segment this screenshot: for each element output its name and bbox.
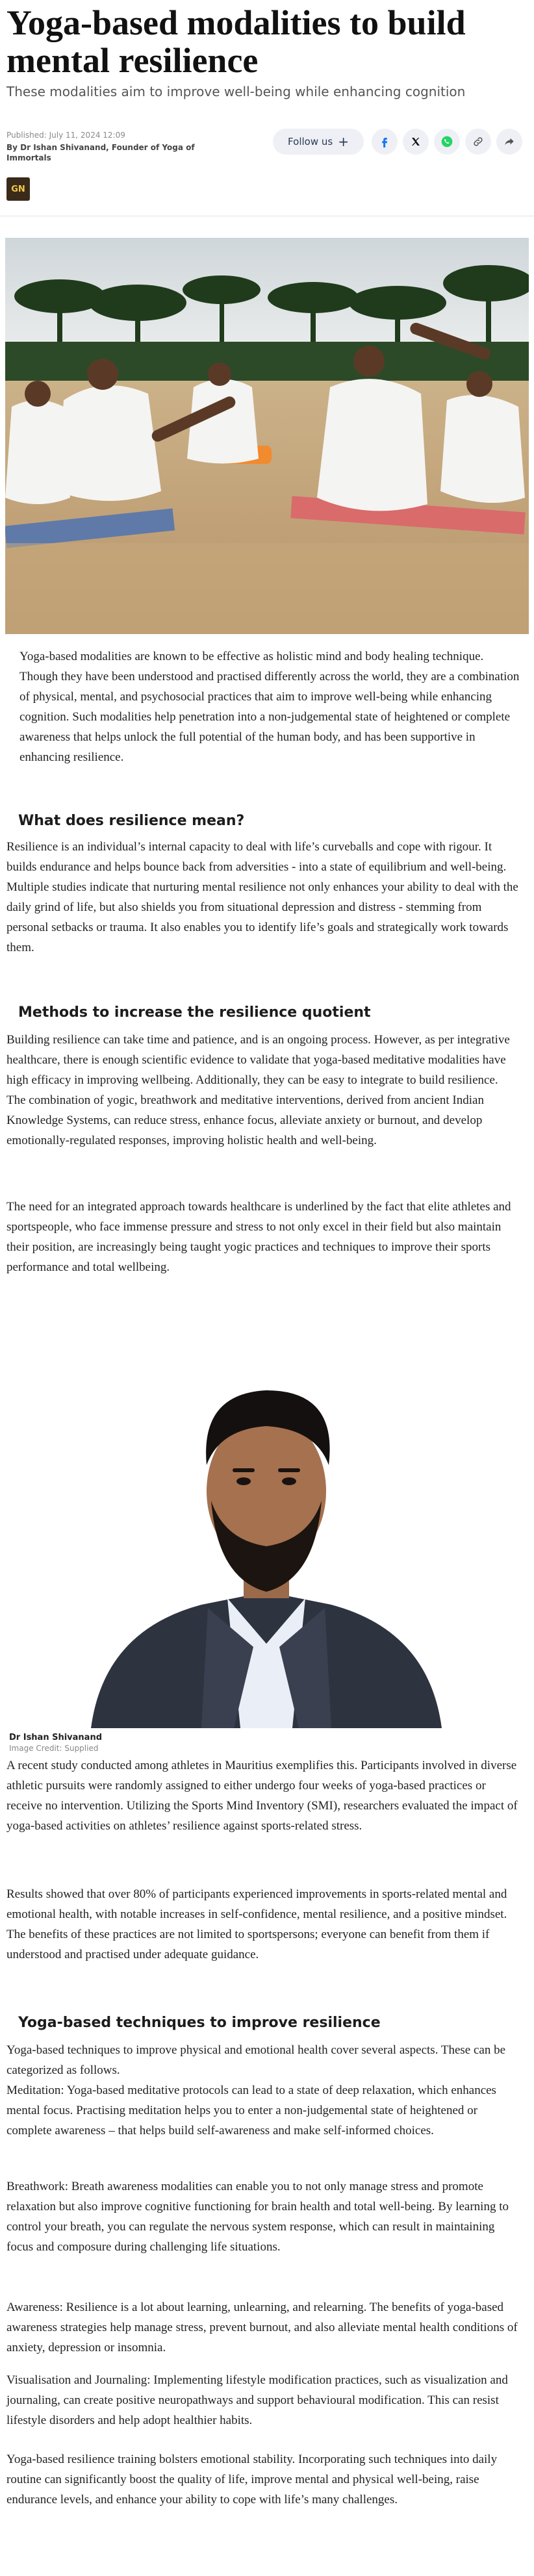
- study-text-1: A recent study conducted among athletes in Mauritius exemplifies this. Participants involved in diverse athletic pursuits were randomly assigned to either undergo four weeks of yoga-based practices or receive no intervention. Utilizing the Sports Mind Inventory (SMI), researchers evaluated the impact of yoga-based activities on athletes’ resilience against sports-related stress.: [6, 1759, 518, 1833]
- meditation-text: Meditation: Yoga-based meditative protocols can lead to a state of deep relaxation, which enhances mental focus. Practising meditation helps you to enter a non-judgemental state of heightened or complete awareness – that helps build self-awareness and make self-informed choices.: [6, 2084, 496, 2137]
- study-text-2: Results showed that over 80% of participants experienced improvements in sports-related mental and emotional health, with notable increases in self-confidence, mental resilience, and a positive mindset. The benefits of these practices are not limited to sportspersons; everyone can benefit from them if understood and practised under adequate guidance.: [6, 1887, 507, 1961]
- plus-icon: +: [338, 134, 349, 149]
- techniques-intro-text: Yoga-based techniques to improve physical and emotional health cover several aspects. These can be categorized as follows.: [6, 2043, 506, 2077]
- follow-us-button[interactable]: [273, 129, 364, 155]
- author-portrait-image: [52, 1351, 481, 1728]
- x-icon: [411, 136, 421, 147]
- whatsapp-icon: [440, 135, 453, 148]
- study-paragraph-1: [6, 1755, 520, 1836]
- article-title: Yoga-based modalities to build mental resilience: [6, 3, 466, 80]
- study-paragraph-2: [6, 1884, 520, 1965]
- methods-text-1: Building resilience can take time and patience, and is an ongoing process. However, as per integrative healthcare, there is enough scientific evidence to validate that yoga-based meditative modalities have high efficacy in improving wellbeing. Additionally, they can be easy to integrate to build resilience. The combination of yogic, breathwork and meditative interventions, derived from ancient Indian Knowledge Systems, can reduce stress, enhance focus, alleviate anxiety or burnout, and develop emotionally-regulated responses, improving holistic health and well-being.: [6, 1033, 510, 1147]
- publisher-logo-text: GN: [11, 184, 25, 194]
- portrait-caption: [9, 1733, 102, 1753]
- link-icon: [472, 136, 484, 147]
- hero-illustration: [5, 238, 529, 634]
- publisher-logo[interactable]: [6, 177, 30, 201]
- intro-text: Yoga-based modalities are known to be effective as holistic mind and body healing technique. Though they have been understood and practised differently across the world, they are a combination of physical, mental, and psychosocial practices that aim to improve well-being while enhancing cognition. Such modalities help penetration into a non-judgemental state of heightened or complete awareness that helps unlock the full potential of the human body, and has been supportive in enhancing resilience.: [19, 650, 520, 764]
- meditation-paragraph: [6, 2080, 520, 2141]
- resilience-paragraph: [6, 837, 520, 958]
- hero-image-yoga-beach: [5, 238, 529, 634]
- breathwork-text: Breathwork: Breath awareness modalities can enable you to not only manage stress and promote relaxation but also improve cognitive functioning for brain health and total well-being. By learning to control your breath, you can regulate the nervous system response, which can result in maintaining focus and composure during challenging life situations.: [6, 2180, 509, 2254]
- heading-what-does-resilience-mean: What does resilience mean?: [18, 813, 245, 829]
- awareness-paragraph: [6, 2297, 520, 2358]
- methods-paragraph-2: [6, 1197, 520, 1277]
- conclusion-paragraph: [6, 2449, 520, 2510]
- x-share-button[interactable]: [403, 129, 429, 155]
- portrait-illustration: [52, 1351, 481, 1728]
- whatsapp-share-button[interactable]: [434, 129, 460, 155]
- heading-methods: Methods to increase the resilience quotient: [18, 1004, 371, 1021]
- caption-name: Dr Ishan Shivanand: [9, 1733, 103, 1742]
- techniques-intro-paragraph: [6, 2040, 520, 2080]
- caption-credit: Image Credit: Supplied: [9, 1744, 99, 1753]
- awareness-text: Awareness: Resilience is a lot about learning, unlearning, and relearning. The benefits of yoga-based awareness strategies help manage stress, prevent burnout, and also alleviate mental health conditions of anxiety, depression or insomnia.: [6, 2301, 518, 2354]
- visualisation-paragraph: [6, 2370, 520, 2430]
- published-date: Published: July 11, 2024 12:09: [6, 131, 125, 140]
- author-byline[interactable]: By Dr Ishan Shivanand, Founder of Yoga of Immortals: [6, 143, 195, 162]
- copy-link-button[interactable]: [465, 129, 491, 155]
- article-subtitle: These modalities aim to improve well-being while enhancing cognition: [6, 84, 466, 99]
- follow-us-label: Follow us: [288, 136, 333, 147]
- intro-paragraph: [6, 646, 520, 767]
- methods-text-2: The need for an integrated approach towards healthcare is underlined by the fact that elite athletes and sportspeople, who face immense pressure and stress to not only excel in their field but also maintain their position, are increasingly being taught yogic practices and techniques to improve their sports performance and total wellbeing.: [6, 1200, 511, 1274]
- methods-paragraph-1: [6, 1030, 520, 1151]
- article-meta: [6, 130, 214, 163]
- share-bar: [273, 123, 534, 160]
- facebook-share-button[interactable]: [372, 129, 398, 155]
- share-icon: [503, 136, 515, 147]
- share-button[interactable]: [496, 129, 522, 155]
- heading-techniques: Yoga-based techniques to improve resilience: [18, 2015, 381, 2031]
- resilience-text: Resilience is an individual’s internal capacity to deal with life’s curveballs and cope with rigour. It builds endurance and helps bounce back from adversities - into a state of equilibrium and well-being. Multiple studies indicate that nurturing mental resilience not only enhances your ability to deal with the daily grind of life, but also shields you from situational depression and distress - stemming from personal setbacks or trauma. It also enables you to identify life’s goals and strategically work towards them.: [6, 840, 518, 954]
- visualisation-text: Visualisation and Journaling: Implementing lifestyle modification practices, such as visualization and journaling, can create positive neuropathways and support behavioural modification. This can resist lifestyle disorders and help adopt healthier habits.: [6, 2373, 508, 2427]
- conclusion-text: Yoga-based resilience training bolsters emotional stability. Incorporating such techniques into daily routine can significantly boost the quality of life, improve mental and physical well-being, raise endurance levels, and enhance your ability to cope with life’s many challenges.: [6, 2453, 498, 2506]
- facebook-icon: [379, 136, 390, 147]
- breathwork-paragraph: [6, 2176, 520, 2257]
